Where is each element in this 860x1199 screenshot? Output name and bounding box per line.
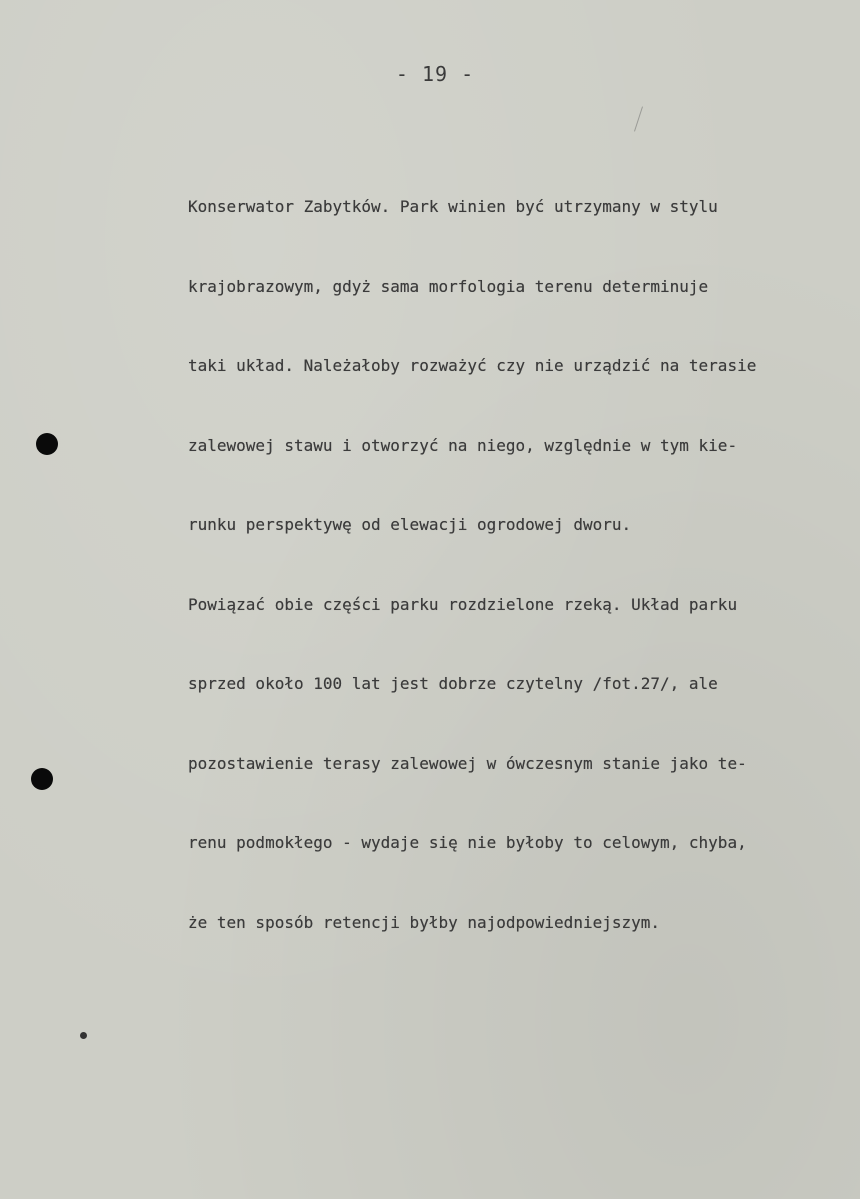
text-line: Powiązać obie części parku rozdzielone rzeką. Układ parku: [188, 594, 738, 614]
punch-hole-top: [36, 433, 58, 455]
text-line: sprzed około 100 lat jest dobrze czytelny /fot.27/, ale: [188, 674, 718, 693]
text-line: runku perspektywę od elewacji ogrodowej dworu.: [188, 515, 632, 534]
ink-speck: [80, 1032, 87, 1039]
text-line: Konserwator Zabytków. Park winien być utrzymany w stylu: [188, 197, 718, 216]
text-line: że ten sposób retencji byłby najodpowiedniejszym.: [188, 912, 661, 932]
text-line: renu podmokłego - wydaje się nie byłoby to celowym, chyba,: [188, 833, 747, 852]
text-line: pozostawienie terasy zalewowej w ówczesnym stanie jako te-: [188, 753, 747, 773]
text-line: zalewowej stawu i otworzyć na niego, względnie w tym kie-: [188, 435, 738, 455]
pencil-mark: [634, 106, 643, 131]
body-text: [188, 141, 838, 989]
page-number: - 19 -: [395, 62, 475, 86]
text-line: taki układ. Należałoby rozważyć czy nie urządzić na terasie: [188, 356, 757, 375]
punch-hole-bottom: [31, 768, 53, 790]
text-line: krajobrazowym, gdyż sama morfologia terenu determinuje: [188, 276, 709, 296]
